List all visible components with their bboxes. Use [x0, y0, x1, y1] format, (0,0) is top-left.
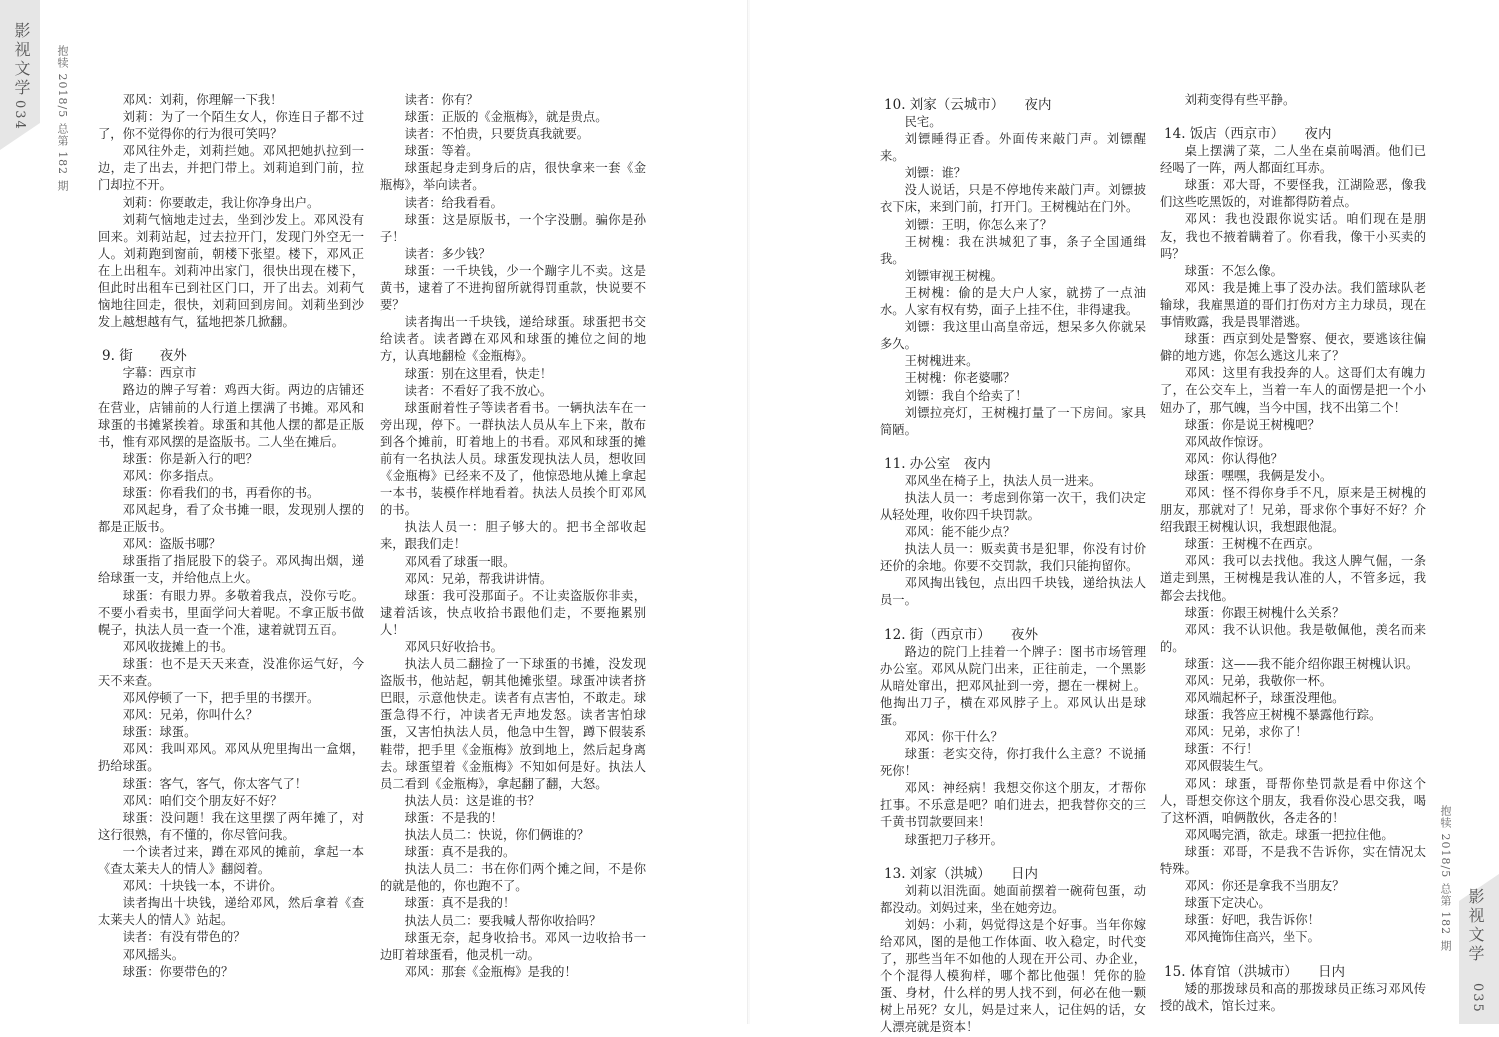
paragraph: 邓风收拢摊上的书。 — [122, 639, 234, 654]
paragraph: 读者掏出十块钱，递给邓风，然后拿着《查太莱夫人的情人》站起。 — [98, 896, 364, 928]
paragraph: 邓风：球蛋，哥帮你垫罚款是看中你这个人，哥想交你这个朋友，我看你没心思交我，喝了这杯酒，咱俩散伙，各走各的！ — [1160, 776, 1426, 825]
col3b-text — [880, 473, 1146, 610]
paragraph: 读者：给我看看。 — [404, 195, 503, 210]
scene-heading-13: 13. 刘家（洪城） 日内 — [884, 865, 1039, 882]
paragraph: 邓风坐在椅子上，执法人员一进来。 — [904, 473, 1102, 488]
paragraph: 王树槐：偷的是大户人家，就捞了一点油水。人家有权有势，面子上挂不住，非得逮我。 — [880, 285, 1146, 318]
paragraph: 执法人员二：书在你们两个摊之间，不是你的就是他的，你也跑不了。 — [380, 862, 646, 894]
paragraph: 王树槐：我在洪城犯了事，条子全国通缉我。 — [880, 234, 1146, 266]
paragraph: 王树槐进来。 — [904, 354, 979, 369]
paragraph: 刘镖审视王树槐。 — [904, 268, 1003, 283]
paragraph: 没人说话，只是不停地传来敲门声。刘镖披衣下床，来到门前，打开门。王树槐站在门外。 — [880, 183, 1146, 215]
paragraph: 球蛋：真不是我的！ — [404, 896, 516, 911]
column-2 — [380, 92, 646, 981]
paragraph: 邓风：刘莉，你理解一下我！ — [122, 93, 283, 107]
paragraph: 球蛋：一千块钱，少一个蹦字儿不卖。这是黄书，逮着了不进拘留所就得罚重款，快说要不要？ — [380, 263, 646, 313]
paragraph: 球蛋：这是原版书，一个字没删。骗你是孙子！ — [380, 212, 646, 244]
paragraph: 邓风：兄弟，求你了！ — [1184, 725, 1308, 740]
left-issue-label: 抱犊 2018/5 总第 182 期 — [56, 45, 69, 192]
paragraph: 邓风：这里有我投奔的人。这哥们太有魄力了，在公交车上，当着一车人的面愣是把一个小妞办了，那气魄，当今中国，找不出第二个！ — [1160, 366, 1426, 415]
scene-heading-15: 15. 体育馆（洪城市） 日内 — [1164, 963, 1346, 980]
col3a-text — [880, 114, 1146, 439]
paragraph: 执法人员二翻捡了一下球蛋的书摊，没发现盗版书，他站起，朝其他摊张望。球蛋冲读者挤巴眼，示意他快走。读者有点害怕，不敢走。球蛋急得不行，冲读者无声地发怒。读者害怕球蛋，又害怕执法人员，他急中生智，蹲下假装系鞋带，把手里《金瓶梅》放到地上，然后起身离去。球蛋望着《金瓶梅》不知如何是好。执法人员二看到《金瓶梅》，拿起翻了翻，大怒。 — [380, 657, 646, 791]
col1-text — [98, 92, 364, 331]
paragraph: 邓风：十块钱一本，不讲价。 — [122, 879, 283, 894]
left-page — [0, 0, 749, 1024]
paragraph: 读者掏出一千块钱，递给球蛋。球蛋把书交给读者。读者蹲在邓风和球蛋的摊位之间的地方，认真地翻检《金瓶梅》。 — [380, 315, 646, 364]
paragraph: 执法人员一：胆子够大的。把书全部收起来，跟我们走！ — [380, 520, 646, 552]
paragraph: 邓风看了球蛋一眼。 — [404, 554, 516, 569]
paragraph: 邓风假装生气。 — [1184, 759, 1271, 774]
scene-heading-11: 11. 办公室 夜内 — [884, 455, 991, 472]
paragraph: 邓风：神经病！我想交你这个朋友，才帮你扛事。不乐意是吧？咱们进去，把我替你交的三千黄书罚款要回来！ — [880, 781, 1146, 830]
paragraph: 邓风喝完酒，欲走。球蛋一把拉住他。 — [1184, 827, 1394, 842]
paragraph: 球蛋：你跟王树槐什么关系？ — [1184, 605, 1345, 620]
paragraph: 球蛋：也不是天天来查，没准你运气好，今天不来查。 — [98, 656, 364, 688]
paragraph: 球蛋：没问题！我在这里摆了两年摊了，对这行很熟，有不懂的，你尽管问我。 — [98, 810, 364, 842]
column-3 — [880, 92, 1146, 1037]
paragraph: 邓风：我是摊上事了没办法。我们篮球队老输球，我雇黑道的哥们打伤对方主力球员，现在事情败露，我是畏罪潜逃。 — [1160, 280, 1426, 330]
paragraph: 邓风掩饰住高兴，坐下。 — [1184, 930, 1320, 945]
paragraph: 刘镖拉亮灯，王树槐打量了一下房间。家具简陋。 — [880, 405, 1146, 437]
paragraph: 球蛋：西京到处是警察、便衣，要逃该往偏僻的地方逃，你怎么逃这儿来了？ — [1160, 332, 1426, 364]
paragraph: 执法人员：这是谁的书？ — [404, 793, 540, 808]
paragraph: 邓风往外走，刘莉拦她。邓风把她扒拉到一边，走了出去，并把门带上。刘莉追到门前，拉门却拉不开。 — [98, 144, 364, 193]
paragraph: 刘镖：谁？ — [904, 166, 967, 181]
paragraph: 读者：不看好了我不放心。 — [404, 383, 553, 398]
paragraph: 球蛋：不是我的！ — [404, 810, 503, 825]
paragraph: 球蛋：邓哥，不是我不告诉你，实在情况太特殊。 — [1160, 844, 1426, 877]
paragraph: 刘莉以泪洗面。她面前摆着一碗荷包蛋，动都没动。刘妈过来，坐在她旁边。 — [880, 883, 1146, 915]
paragraph: 球蛋起身走到身后的店，很快拿来一套《金瓶梅》，举向读者。 — [380, 161, 646, 193]
paragraph: 球蛋：真不是我的。 — [404, 845, 516, 860]
paragraph: 字幕：西京市 — [122, 366, 197, 381]
paragraph: 邓风：那套《金瓶梅》是我的！ — [404, 964, 577, 979]
paragraph: 刘莉：为了一个陌生女人，你连日子都不过了，你不觉得你的行为很可笑吗？ — [98, 110, 364, 142]
right-page-number: 035 — [1470, 983, 1485, 1014]
paragraph: 路边的牌子写着：鸡西大街。两边的店铺还在营业，店铺前的人行道上摆满了书摊。邓风和球蛋的书摊紧挨着。球蛋和其他人摆的都是正版书，惟有邓风摆的是盗版书。二人坐在摊后。 — [98, 383, 364, 449]
paragraph: 读者：不怕贵，只要货真我就要。 — [404, 127, 590, 142]
left-page-number: 034 — [12, 100, 27, 131]
paragraph: 邓风故作惊讶。 — [1184, 434, 1271, 449]
paragraph: 球蛋：嘿嘿，我俩是发小。 — [1184, 468, 1333, 483]
paragraph: 邓风：怪不得你身手不凡，原来是王树槐的朋友，那就对了！兄弟，哥求你个事好不好？介绍我跟王树槐认识，我想跟他混。 — [1160, 485, 1426, 535]
paragraph: 刘镖睡得正香。外面传来敲门声。刘镖醒来。 — [880, 132, 1146, 164]
paragraph: 球蛋：我可没那面子。不让卖盗版你非卖，逮着活该，快点收拾书跟他们走，不要拖累别人！ — [380, 588, 646, 637]
paragraph: 邓风摇头。 — [122, 947, 185, 962]
paragraph: 读者：有没有带色的？ — [122, 930, 246, 945]
paragraph: 邓风：兄弟，我敬你一杯。 — [1184, 674, 1333, 688]
paragraph: 邓风：你多指点。 — [122, 468, 221, 483]
paragraph: 球蛋：这——我不能介绍你跟王树槐认识。 — [1184, 656, 1419, 671]
paragraph: 球蛋：别在这里看，快走！ — [404, 366, 553, 381]
scene-heading-9: 9. 街 夜外 — [102, 348, 187, 365]
paragraph: 球蛋无奈，起身收拾书。邓风一边收拾书一边盯着球蛋看，他灵机一动。 — [380, 930, 646, 962]
column-1 — [98, 92, 364, 981]
paragraph: 刘妈：小莉，妈觉得这是个好事。当年你嫁给邓风，图的是他工作体面、收入稳定，时代变了，那些当年不如他的人现在开公司、办企业，个个混得人模狗样，哪个都比他强！凭你的脸蛋、身材，什么样的男人找不到，何必在他一颗树上吊死？女儿，妈是过来人，记住妈的话，女人漂亮就是资本！ — [880, 917, 1146, 1035]
paragraph: 球蛋：好吧，我告诉你！ — [1184, 913, 1320, 928]
paragraph: 球蛋：你是新入行的吧？ — [122, 451, 258, 466]
paragraph: 刘莉变得有些平静。 — [1184, 93, 1296, 107]
paragraph: 邓风掏出钱包，点出四千块钱，递给执法人员一。 — [880, 576, 1146, 608]
paragraph: 邓风：你干什么？ — [904, 730, 1003, 744]
paragraph: 球蛋：老实交待，你打我什么主意？不说捅死你！ — [880, 747, 1146, 779]
paragraph: 刘莉气恼地走过去，坐到沙发上。邓风没有回来。刘莉站起，过去拉开门，发现门外空无一人。刘莉跑到窗前，朝楼下张望。楼下，邓风正在上出租车。刘莉冲出家门，很快出现在楼下，但此时出租车已到社区门口，开了出去。刘莉气恼地往回走，很快，刘莉回到房间。刘莉坐到沙发上越想越有气，猛地把茶几掀翻。 — [98, 212, 364, 330]
col2-text — [380, 92, 646, 981]
scene-heading-14: 14. 饭店（西京市） 夜内 — [1164, 126, 1332, 143]
paragraph: 王树槐：你老婆哪？ — [904, 371, 1016, 386]
paragraph: 执法人员二：要我喊人帮你收拾吗？ — [404, 913, 602, 928]
paragraph: 刘镖：我自个给卖了！ — [904, 388, 1028, 403]
paragraph: 邓风：你还是拿我不当朋友？ — [1184, 879, 1345, 894]
paragraph: 邓风：我叫邓风。邓风从兜里掏出一盒烟，扔给球蛋。 — [98, 742, 364, 774]
paragraph: 桌上摆满了菜，二人坐在桌前喝酒。他们已经喝了一阵，两人都面红耳赤。 — [1160, 144, 1426, 176]
paragraph: 邓风：能不能少点？ — [904, 525, 1016, 540]
paragraph: 球蛋：不怎么像。 — [1184, 263, 1283, 278]
right-brand-label: 影视文学 — [1466, 888, 1485, 964]
paragraph: 邓风：我不认识他。我是敬佩他，羡名而来的。 — [1160, 622, 1426, 654]
paragraph: 邓风：兄弟，帮我讲讲情。 — [404, 571, 553, 586]
paragraph: 邓风：我可以去找他。我这人脾气倔，一条道走到黑，王树槐是我认准的人，不管多远，我都会去找他。 — [1160, 554, 1426, 603]
paragraph: 执法人员一：贩卖黄书是犯罪，你没有讨价还价的余地。你要不交罚款，我们只能拘留你。 — [880, 542, 1146, 574]
col4a-text — [1160, 92, 1426, 109]
paragraph: 球蛋下定决心。 — [1184, 896, 1271, 911]
paragraph: 邓风：盗版书哪？ — [122, 537, 221, 552]
paragraph: 邓风：你认得他？ — [1184, 451, 1283, 466]
col1b-text — [98, 365, 364, 980]
paragraph: 球蛋：你看我们的书，再看你的书。 — [122, 485, 320, 500]
paragraph: 球蛋指了指屁股下的袋子。邓风掏出烟，递给球蛋一支，并给他点上火。 — [98, 554, 364, 586]
paragraph: 刘镖：我这里山高皇帝远，想呆多久你就呆多久。 — [880, 320, 1146, 352]
paragraph: 一个读者过来，蹲在邓风的摊前，拿起一本《查太莱夫人的情人》翻阅着。 — [98, 844, 364, 877]
paragraph: 球蛋：王树槐不在西京。 — [1184, 537, 1320, 552]
paragraph: 刘镖：王明，你怎么来了？ — [904, 217, 1053, 232]
right-issue-label: 抱犊 2018/5 总第 182 期 — [1439, 805, 1452, 952]
paragraph: 邓风端起杯子，球蛋没理他。 — [1184, 691, 1345, 706]
paragraph: 球蛋：你是说王树槐吧？ — [1184, 417, 1320, 432]
paragraph: 球蛋：不行！ — [1184, 742, 1259, 757]
scene-heading-12: 12. 街（西京市） 夜外 — [884, 626, 1039, 643]
paragraph: 球蛋：你要带色的？ — [122, 964, 234, 979]
paragraph: 民宅。 — [904, 115, 942, 129]
paragraph: 球蛋：球蛋。 — [122, 725, 197, 740]
paragraph: 邓风只好收拾书。 — [404, 640, 503, 654]
scene-heading-10: 10. 刘家（云城市） 夜内 — [884, 97, 1052, 113]
paragraph: 邓风停顿了一下，把手里的书摆开。 — [122, 691, 320, 706]
paragraph: 球蛋：有眼力界。多敬着我点，没你亏吃。不要小看卖书，里面学问大着呢。不拿正版书做幌子，执法人员一查一个准，逮着就罚五百。 — [98, 588, 364, 637]
paragraph: 球蛋把刀子移开。 — [904, 832, 1003, 847]
paragraph: 刘莉：你要敢走，我让你净身出户。 — [122, 195, 320, 210]
paragraph: 球蛋：邓大哥，不要怪我，江湖险恶，像我们这些吃黑饭的，对谁都得防着点。 — [1160, 178, 1426, 210]
column-4 — [1160, 92, 1426, 1015]
paragraph: 矮的那拨球员和高的那拨球员正练习邓风传授的战术，馆长过来。 — [1160, 981, 1426, 1013]
paragraph: 路边的院门上挂着一个牌子：图书市场管理办公室。邓风从院门出来，正往前走，一个黑影从暗处窜出，把邓风扯到一旁，摁在一棵树上。他掏出刀子，横在邓风脖子上。邓风认出是球蛋。 — [880, 644, 1146, 727]
paragraph: 读者：你有？ — [404, 93, 479, 107]
col3d-text — [880, 883, 1146, 1037]
paragraph: 邓风起身，看了众书摊一眼，发现别人摆的都是正版书。 — [98, 503, 364, 535]
col4c-text — [1160, 981, 1426, 1015]
left-brand-label: 影视文学 — [12, 22, 31, 98]
paragraph: 球蛋：我答应王树槐不暴露他行踪。 — [1184, 708, 1382, 723]
paragraph: 球蛋耐着性子等读者看书。一辆执法车在一旁出现，停下。一群执法人员从车上下来，散布到各个摊前，盯着地上的书看。邓风和球蛋的摊前有一名执法人员。球蛋发现执法人员，想收回《金瓶梅》已经来不及了，他惊恐地从摊上拿起一本书，装模作样地看着。执法人员挨个盯邓风的书。 — [380, 400, 646, 518]
paragraph: 执法人员一：考虑到你第一次干，我们决定从轻处理，收你四千块罚款。 — [880, 490, 1146, 522]
paragraph: 球蛋：客气，客气，你太客气了！ — [122, 776, 308, 791]
paragraph: 邓风：兄弟，你叫什么？ — [122, 708, 258, 723]
paragraph: 邓风：咱们交个朋友好不好？ — [122, 793, 283, 808]
col4b-text — [1160, 143, 1426, 946]
paragraph: 执法人员二：快说，你们俩谁的？ — [404, 828, 590, 843]
paragraph: 读者：多少钱？ — [404, 246, 491, 261]
paragraph: 球蛋：等着。 — [404, 144, 479, 159]
paragraph: 球蛋：正版的《金瓶梅》，就是贵点。 — [404, 110, 608, 125]
col3c-text — [880, 644, 1146, 849]
paragraph: 邓风：我也没跟你说实话。咱们现在是朋友，我也不掖着瞒着了。你看我，像干小买卖的吗？ — [1160, 212, 1426, 261]
